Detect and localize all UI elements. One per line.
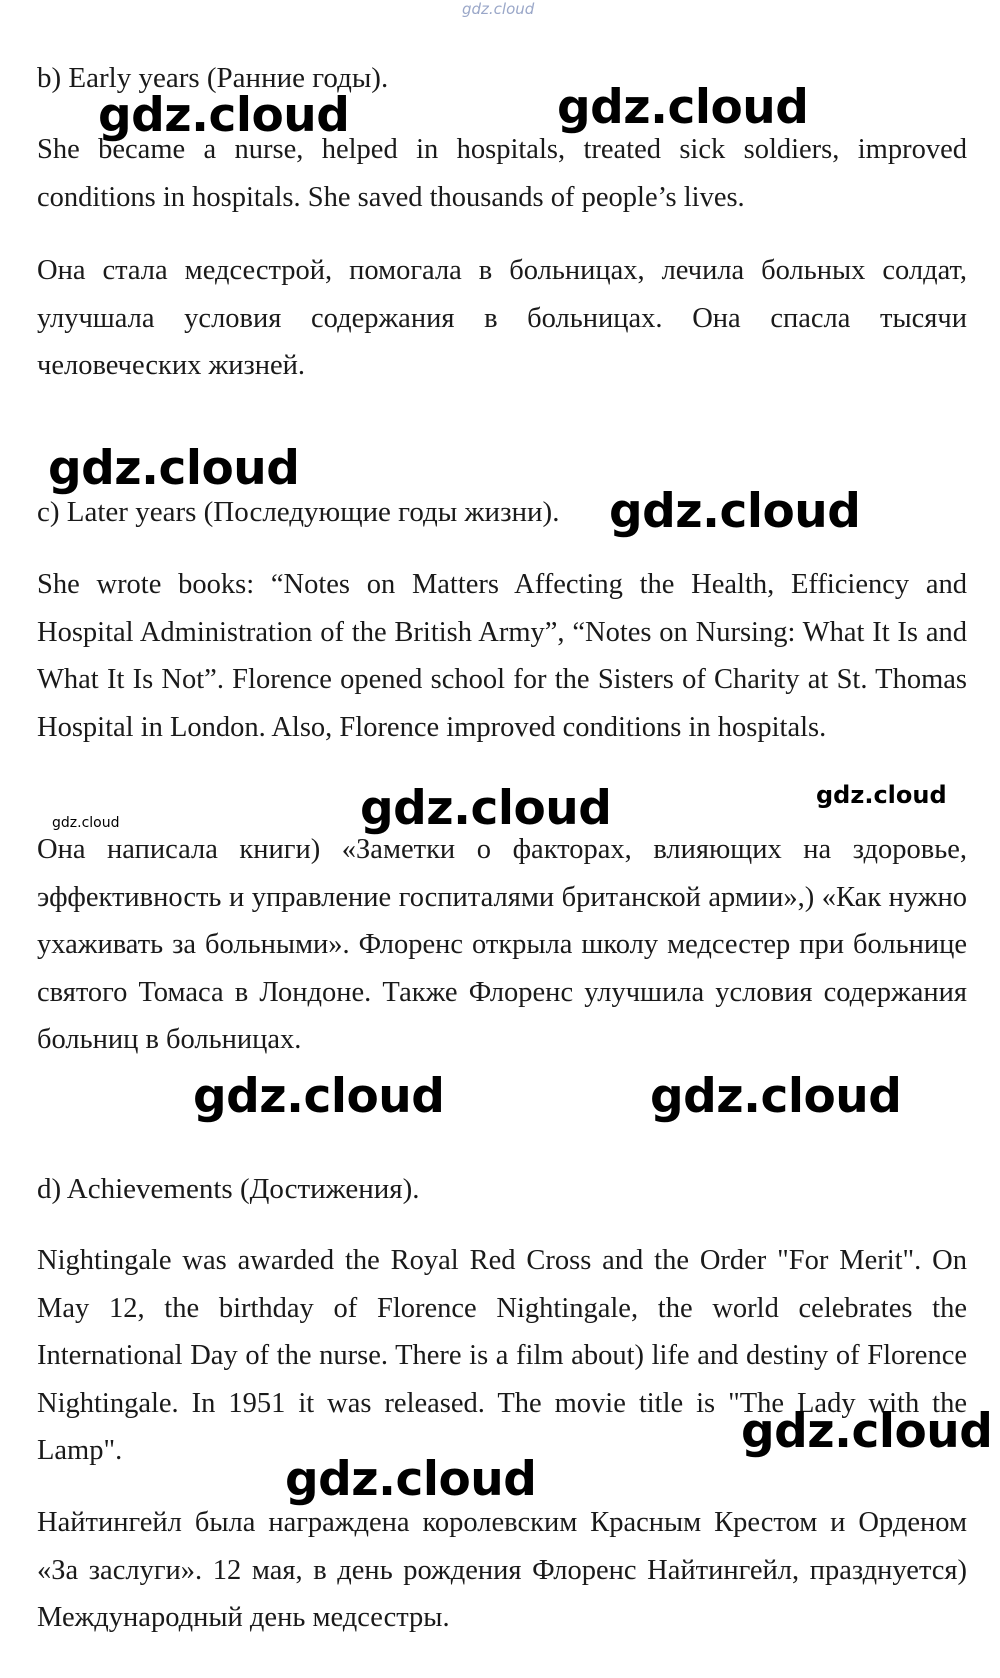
watermark-top: gdz.cloud bbox=[462, 0, 535, 18]
section-b-english: She became a nurse, helped in hospitals, treated sick soldiers, improved conditions in hospitals. She saved thousands of people’s lives. bbox=[37, 134, 967, 213]
watermark: gdz.cloud bbox=[650, 1069, 902, 1124]
section-d-russian: Найтингейл была награждена королевским Красным Крестом и Орденом «За заслуги». 12 мая, в день рождения Флоренс Найтингейл, празднуется) Международный день медсестры. bbox=[37, 1507, 967, 1633]
watermark: gdz.cloud bbox=[609, 484, 861, 539]
watermark: gdz.cloud bbox=[285, 1452, 537, 1507]
watermark: gdz.cloud bbox=[816, 781, 947, 809]
section-c-heading: c) Later years (Последующие годы жизни). bbox=[37, 496, 560, 528]
watermark: gdz.cloud bbox=[48, 441, 300, 496]
section-b-heading: b) Early years (Ранние годы). bbox=[37, 62, 389, 94]
watermark: gdz.cloud bbox=[98, 88, 350, 143]
section-d-heading: d) Achievements (Достижения). bbox=[37, 1173, 420, 1205]
watermark: gdz.cloud bbox=[193, 1069, 445, 1124]
section-c-english: She wrote books: “Notes on Matters Affecting the Health, Efficiency and Hospital Administration of the British Army”, “Notes on Nursing: What It Is and What It Is Not”. Florence opened school for the Sisters of Charity at St. Thomas Hospital in London. Also, Florence improved conditions in hospitals. bbox=[37, 569, 967, 743]
watermark: gdz.cloud bbox=[557, 80, 809, 135]
watermark: gdz.cloud bbox=[741, 1404, 993, 1459]
section-b-russian: Она стала медсестрой, помогала в больницах, лечила больных солдат, улучшала условия содержания в больницах. Она спасла тысячи человеческих жизней. bbox=[37, 255, 967, 381]
watermark: gdz.cloud bbox=[52, 815, 120, 831]
watermark: gdz.cloud bbox=[360, 781, 612, 836]
section-c-russian: Она написала книги) «Заметки о факторах, влияющих на здоровье, эффективность и управление госпиталями британской армии»,) «Как нужно ухаживать за больными». Флоренс открыла школу медсестер при больнице святого Томаса в Лондоне. Также Флоренс улучшила условия содержания больниц в больницах. bbox=[37, 834, 967, 1055]
section-d-english: Nightingale was awarded the Royal Red Cross and the Order "For Merit". On May 12, the birthday of Florence Nightingale, the world celebrates the International Day of the nurse. There is a film about) life and destiny of Florence Nightingale. In 1951 it was released. The movie title is "The Lady with the Lamp". bbox=[37, 1245, 967, 1466]
